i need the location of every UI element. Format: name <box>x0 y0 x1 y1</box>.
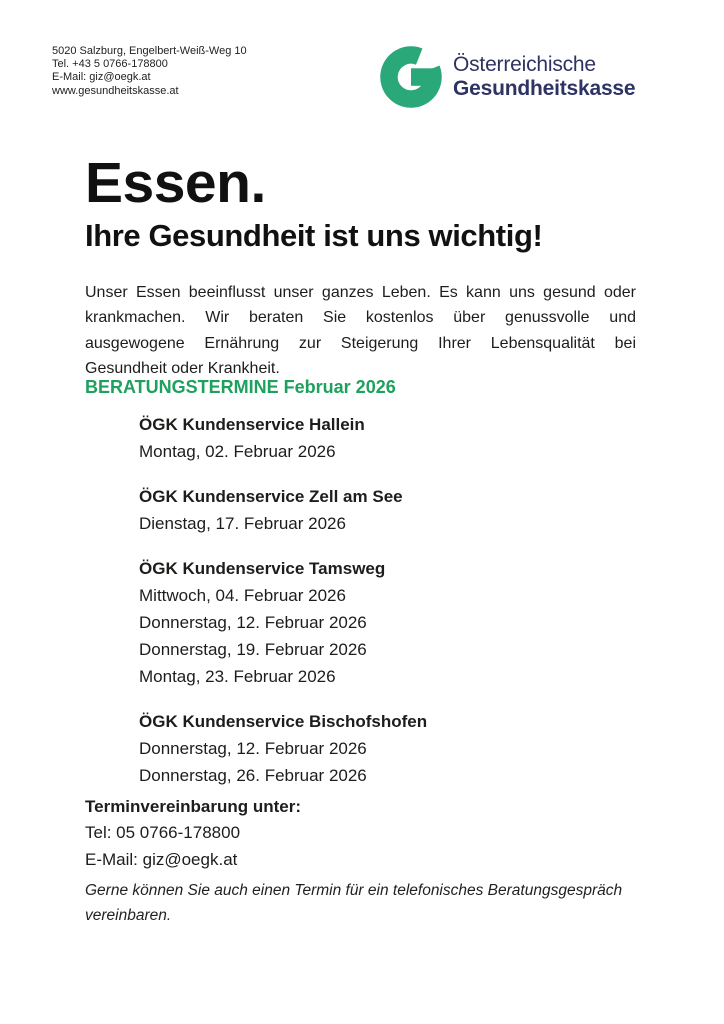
booking-tel: Tel: 05 0766-178800 <box>85 823 241 843</box>
section-date: Dienstag, 17. Februar 2026 <box>139 514 346 533</box>
booking-email: E-Mail: giz@oegk.at <box>85 849 238 869</box>
section-date: Donnerstag, 19. Februar 2026 <box>139 640 367 659</box>
logo-text-line2: Gesundheitskasse <box>453 77 636 100</box>
section-date: Donnerstag, 26. Februar 2026 <box>139 766 367 785</box>
sender-phone: Tel. +43 5 0766-178800 <box>52 58 168 71</box>
sender-email: E-Mail: giz@oegk.at <box>52 71 151 84</box>
page-title: Essen. <box>85 151 266 215</box>
section-title: ÖGK Kundenservice Tamsweg <box>139 559 386 578</box>
booking-block <box>85 794 301 873</box>
intro-line: krankmachen. Wir beraten Sie kostenlos über genussvolle und <box>85 309 636 327</box>
logo-text-line1: Österreichische <box>453 53 596 76</box>
section-title: ÖGK Kundenservice Hallein <box>139 415 365 434</box>
intro-line: Gesundheit oder Krankheit. <box>85 360 280 378</box>
intro-paragraph <box>85 280 636 382</box>
intro-line: ausgewogene Ernährung zur Steigerung Ihrer Lebensqualität bei <box>85 334 636 352</box>
booking-heading: Terminvereinbarung unter: <box>85 797 301 816</box>
schedule-section-tamsweg <box>139 555 427 690</box>
schedule-sections <box>139 411 427 807</box>
section-title: ÖGK Kundenservice Bischofshofen <box>139 712 428 731</box>
oegk-g-icon <box>380 46 442 108</box>
section-date: Montag, 23. Februar 2026 <box>139 667 336 686</box>
schedule-section-hallein <box>139 411 427 465</box>
sender-website: www.gesundheitskasse.at <box>52 84 179 97</box>
sender-contact-block <box>52 45 247 98</box>
section-date: Donnerstag, 12. Februar 2026 <box>139 739 367 758</box>
oegk-logo <box>380 46 635 108</box>
oegk-logo-wordmark <box>453 53 635 101</box>
section-date: Donnerstag, 12. Februar 2026 <box>139 613 367 632</box>
page-subtitle: Ihre Gesundheit ist uns wichtig! <box>85 218 543 253</box>
section-title: ÖGK Kundenservice Zell am See <box>139 487 403 506</box>
phone-consult-note: Gerne können Sie auch einen Termin für ein telefonisches Beratungsgespräch vereinbaren. <box>85 882 623 924</box>
schedule-section-bischofshofen <box>139 708 427 789</box>
schedule-section-zell-am-see <box>139 483 427 537</box>
schedule-heading: BERATUNGSTERMINE Februar 2026 <box>85 377 396 397</box>
sender-address: 5020 Salzburg, Engelbert-Weiß-Weg 10 <box>52 45 247 57</box>
section-date: Montag, 02. Februar 2026 <box>139 442 336 461</box>
section-date: Mittwoch, 04. Februar 2026 <box>139 586 346 605</box>
intro-line: Unser Essen beeinflusst unser ganzes Leben. Es kann uns gesund oder <box>85 284 636 301</box>
